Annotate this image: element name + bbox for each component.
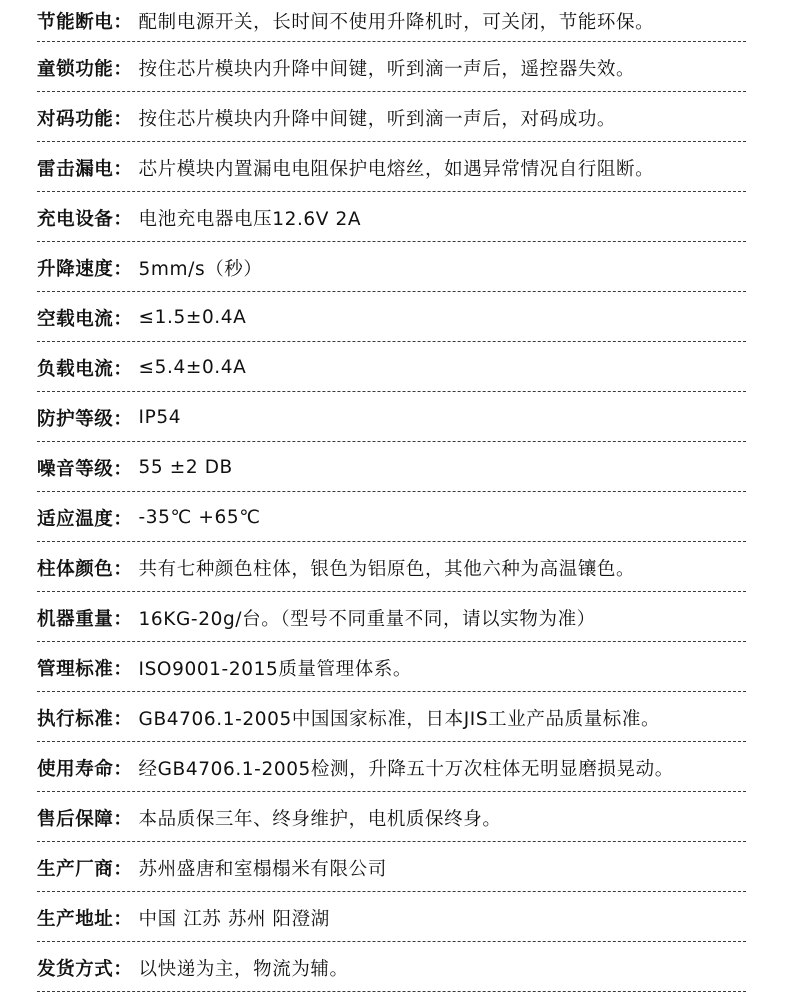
- spec-value: ISO9001-2015质量管理体系。: [138, 658, 413, 680]
- spec-row: [37, 542, 746, 592]
- spec-separator: ：: [113, 608, 133, 630]
- spec-separator: ：: [113, 158, 133, 180]
- spec-label: 适应温度: [37, 508, 114, 530]
- spec-value: IP54: [138, 407, 182, 428]
- spec-label: 负载电流: [37, 358, 114, 380]
- spec-label: 生产地址: [37, 908, 114, 930]
- spec-separator: ：: [113, 408, 133, 430]
- spec-row: [37, 942, 746, 992]
- spec-value: 中国 江苏 苏州 阳澄湖: [138, 908, 330, 930]
- spec-label: 发货方式: [37, 958, 114, 980]
- spec-separator: ：: [113, 908, 133, 930]
- spec-value: ≤5.4±0.4A: [138, 357, 247, 378]
- spec-row: [37, 442, 746, 492]
- spec-label: 对码功能: [37, 108, 114, 130]
- spec-value: 5mm/s（秒）: [138, 258, 263, 280]
- spec-separator: ：: [113, 258, 133, 280]
- spec-value: 共有七种颜色柱体，银色为铝原色，其他六种为高温镶色。: [138, 558, 636, 580]
- spec-label: 管理标准: [37, 658, 114, 680]
- spec-separator: ：: [113, 508, 133, 530]
- spec-label: 执行标准: [37, 708, 114, 730]
- spec-separator: ：: [113, 308, 133, 330]
- spec-row: [37, 392, 746, 442]
- spec-value: -35℃ +65℃: [138, 507, 261, 528]
- spec-row: [37, 0, 746, 42]
- spec-separator: ：: [113, 808, 133, 830]
- spec-list: [37, 0, 746, 992]
- spec-row: [37, 492, 746, 542]
- spec-row: [37, 142, 746, 192]
- spec-value: 按住芯片模块内升降中间键，听到滴一声后，对码成功。: [138, 108, 617, 130]
- spec-value: ≤1.5±0.4A: [138, 307, 247, 328]
- spec-label: 防护等级: [37, 408, 114, 430]
- spec-value: 本品质保三年、终身维护，电机质保终身。: [138, 808, 502, 830]
- spec-value: GB4706.1-2005中国国家标准，日本JIS工业产品质量标准。: [138, 708, 661, 730]
- spec-row: [37, 292, 746, 342]
- spec-separator: ：: [113, 108, 133, 130]
- spec-label: 柱体颜色: [37, 558, 114, 580]
- spec-label: 节能断电: [37, 11, 114, 33]
- spec-label: 噪音等级: [37, 458, 114, 480]
- spec-separator: ：: [113, 758, 133, 780]
- spec-row: [37, 692, 746, 742]
- spec-separator: ：: [113, 558, 133, 580]
- spec-label: 雷击漏电: [37, 158, 114, 180]
- spec-row: [37, 792, 746, 842]
- spec-row: [37, 242, 746, 292]
- spec-row: [37, 92, 746, 142]
- spec-value: 配制电源开关，长时间不使用升降机时，可关闭，节能环保。: [138, 11, 655, 33]
- spec-value: 芯片模块内置漏电电阻保护电熔丝，如遇异常情况自行阻断。: [138, 158, 655, 180]
- spec-value: 以快递为主，物流为辅。: [138, 958, 349, 980]
- spec-row: [37, 742, 746, 792]
- spec-row: [37, 342, 746, 392]
- spec-row: [37, 842, 746, 892]
- spec-row: [37, 892, 746, 942]
- spec-separator: ：: [113, 458, 133, 480]
- spec-label: 童锁功能: [37, 58, 114, 80]
- spec-label: 售后保障: [37, 808, 114, 830]
- spec-value: 16KG-20g/台。（型号不同重量不同，请以实物为准）: [138, 608, 596, 630]
- spec-separator: ：: [113, 708, 133, 730]
- spec-separator: ：: [113, 208, 133, 230]
- spec-separator: ：: [113, 58, 133, 80]
- spec-separator: ：: [113, 658, 133, 680]
- spec-label: 充电设备: [37, 208, 114, 230]
- spec-value: 苏州盛唐和室榻榻米有限公司: [138, 858, 387, 880]
- spec-separator: ：: [113, 958, 133, 980]
- spec-value: 经GB4706.1-2005检测，升降五十万次柱体无明显磨损晃动。: [138, 758, 674, 780]
- spec-value: 按住芯片模块内升降中间键，听到滴一声后，遥控器失效。: [138, 58, 636, 80]
- spec-value: 电池充电器电压12.6V 2A: [138, 208, 362, 230]
- spec-row: [37, 592, 746, 642]
- spec-label: 生产厂商: [37, 858, 114, 880]
- spec-row: [37, 192, 746, 242]
- spec-label: 使用寿命: [37, 758, 114, 780]
- spec-row: [37, 42, 746, 92]
- spec-separator: ：: [113, 11, 133, 33]
- spec-label: 升降速度: [37, 258, 114, 280]
- spec-label: 空载电流: [37, 308, 114, 330]
- spec-label: 机器重量: [37, 608, 114, 630]
- spec-separator: ：: [113, 358, 133, 380]
- spec-separator: ：: [113, 858, 133, 880]
- spec-row: [37, 642, 746, 692]
- spec-value: 55 ±2 DB: [138, 457, 233, 478]
